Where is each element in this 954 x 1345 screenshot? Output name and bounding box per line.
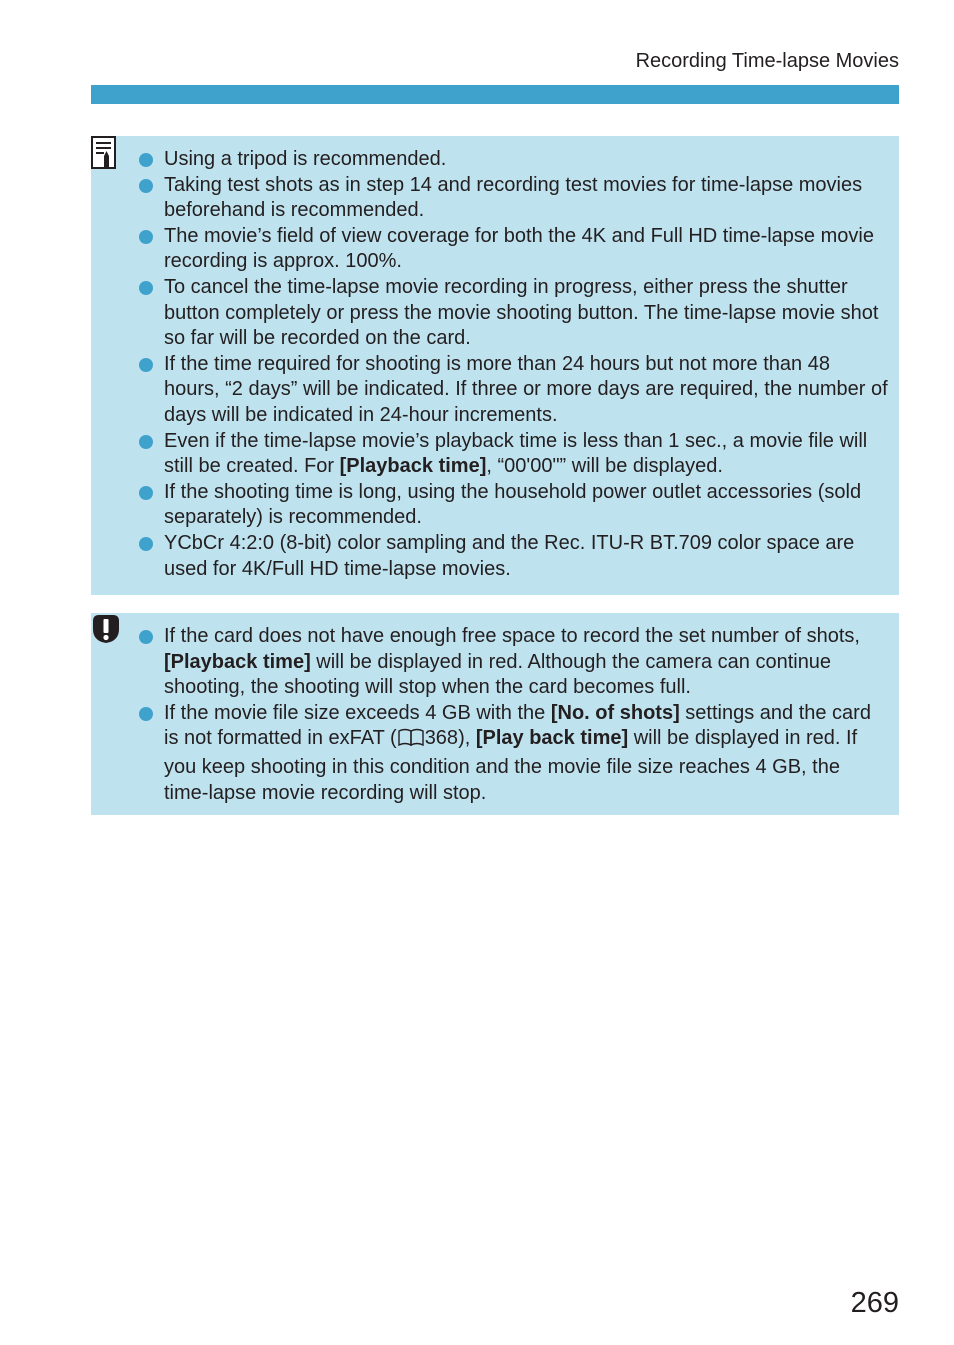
list-item: If the time required for shooting is more than 24 hours but not more than 48 hours, “2 days” will be indicated. If three or more days are required, the number of days will be indicated in 24-hour increments.	[91, 352, 889, 429]
book-icon	[397, 727, 425, 755]
bullet-icon	[139, 358, 153, 372]
bullet-icon	[139, 707, 153, 721]
list-item: Even if the time-lapse movie’s playback time is less than 1 sec., a movie file will still be created. For [Playback time], “00'00"” will be displayed.	[91, 429, 889, 480]
play-back-time-setting-label: [Play back time]	[475, 727, 629, 750]
bullet-icon	[139, 230, 153, 244]
list-item: To cancel the time-lapse movie recording in progress, either press the shutter button completely or press the movie shooting button. The time-lapse movie shot so far will be recorded on the card.	[91, 275, 889, 352]
notes-list	[91, 147, 889, 582]
bullet-icon	[139, 486, 153, 500]
list-item: Using a tripod is recommended.	[91, 147, 889, 173]
list-item: If the card does not have enough free space to record the set number of shots, [Playback time] will be displayed in red. Although the camera can continue shooting, the shooting will stop when the card becomes full.	[91, 624, 889, 701]
list-item: If the movie file size exceeds 4 GB with the [No. of shots] settings and the card is not formatted in exFAT ( 368), [Play back time] will be displayed in red. If you keep shooting in this condition and the movie file size reaches 4 GB, the time-lapse movie recording will stop.	[91, 701, 889, 806]
cautions-box	[91, 613, 899, 815]
list-item: If the shooting time is long, using the household power outlet accessories (sold separately) is recommended.	[91, 480, 889, 531]
header-rule-bar	[91, 85, 899, 104]
bullet-icon	[139, 281, 153, 295]
no-of-shots-setting-label: [No. of shots]	[550, 701, 680, 724]
list-item: The movie’s field of view coverage for both the 4K and Full HD time-lapse movie recording is approx. 100%.	[91, 224, 889, 275]
list-item: YCbCr 4:2:0 (8-bit) color sampling and the Rec. ITU-R BT.709 color space are used for 4K/Full HD time-lapse movies.	[91, 531, 889, 582]
page-number: 269	[850, 1287, 899, 1319]
bullet-icon	[139, 630, 153, 644]
bullet-icon	[139, 537, 153, 551]
bullet-icon	[139, 153, 153, 167]
playback-time-setting-label: [Playback time]	[339, 455, 487, 478]
bullet-icon	[139, 435, 153, 449]
cautions-list	[91, 624, 889, 806]
bullet-icon	[139, 179, 153, 193]
playback-time-setting-label: [Playback time]	[164, 650, 311, 673]
list-item: Taking test shots as in step 14 and recording test movies for time-lapse movies beforehand is recommended.	[91, 173, 889, 224]
page-reference[interactable]: 368	[424, 727, 459, 750]
running-header-title: Recording Time-lapse Movies	[635, 50, 899, 72]
notes-box	[91, 136, 899, 595]
